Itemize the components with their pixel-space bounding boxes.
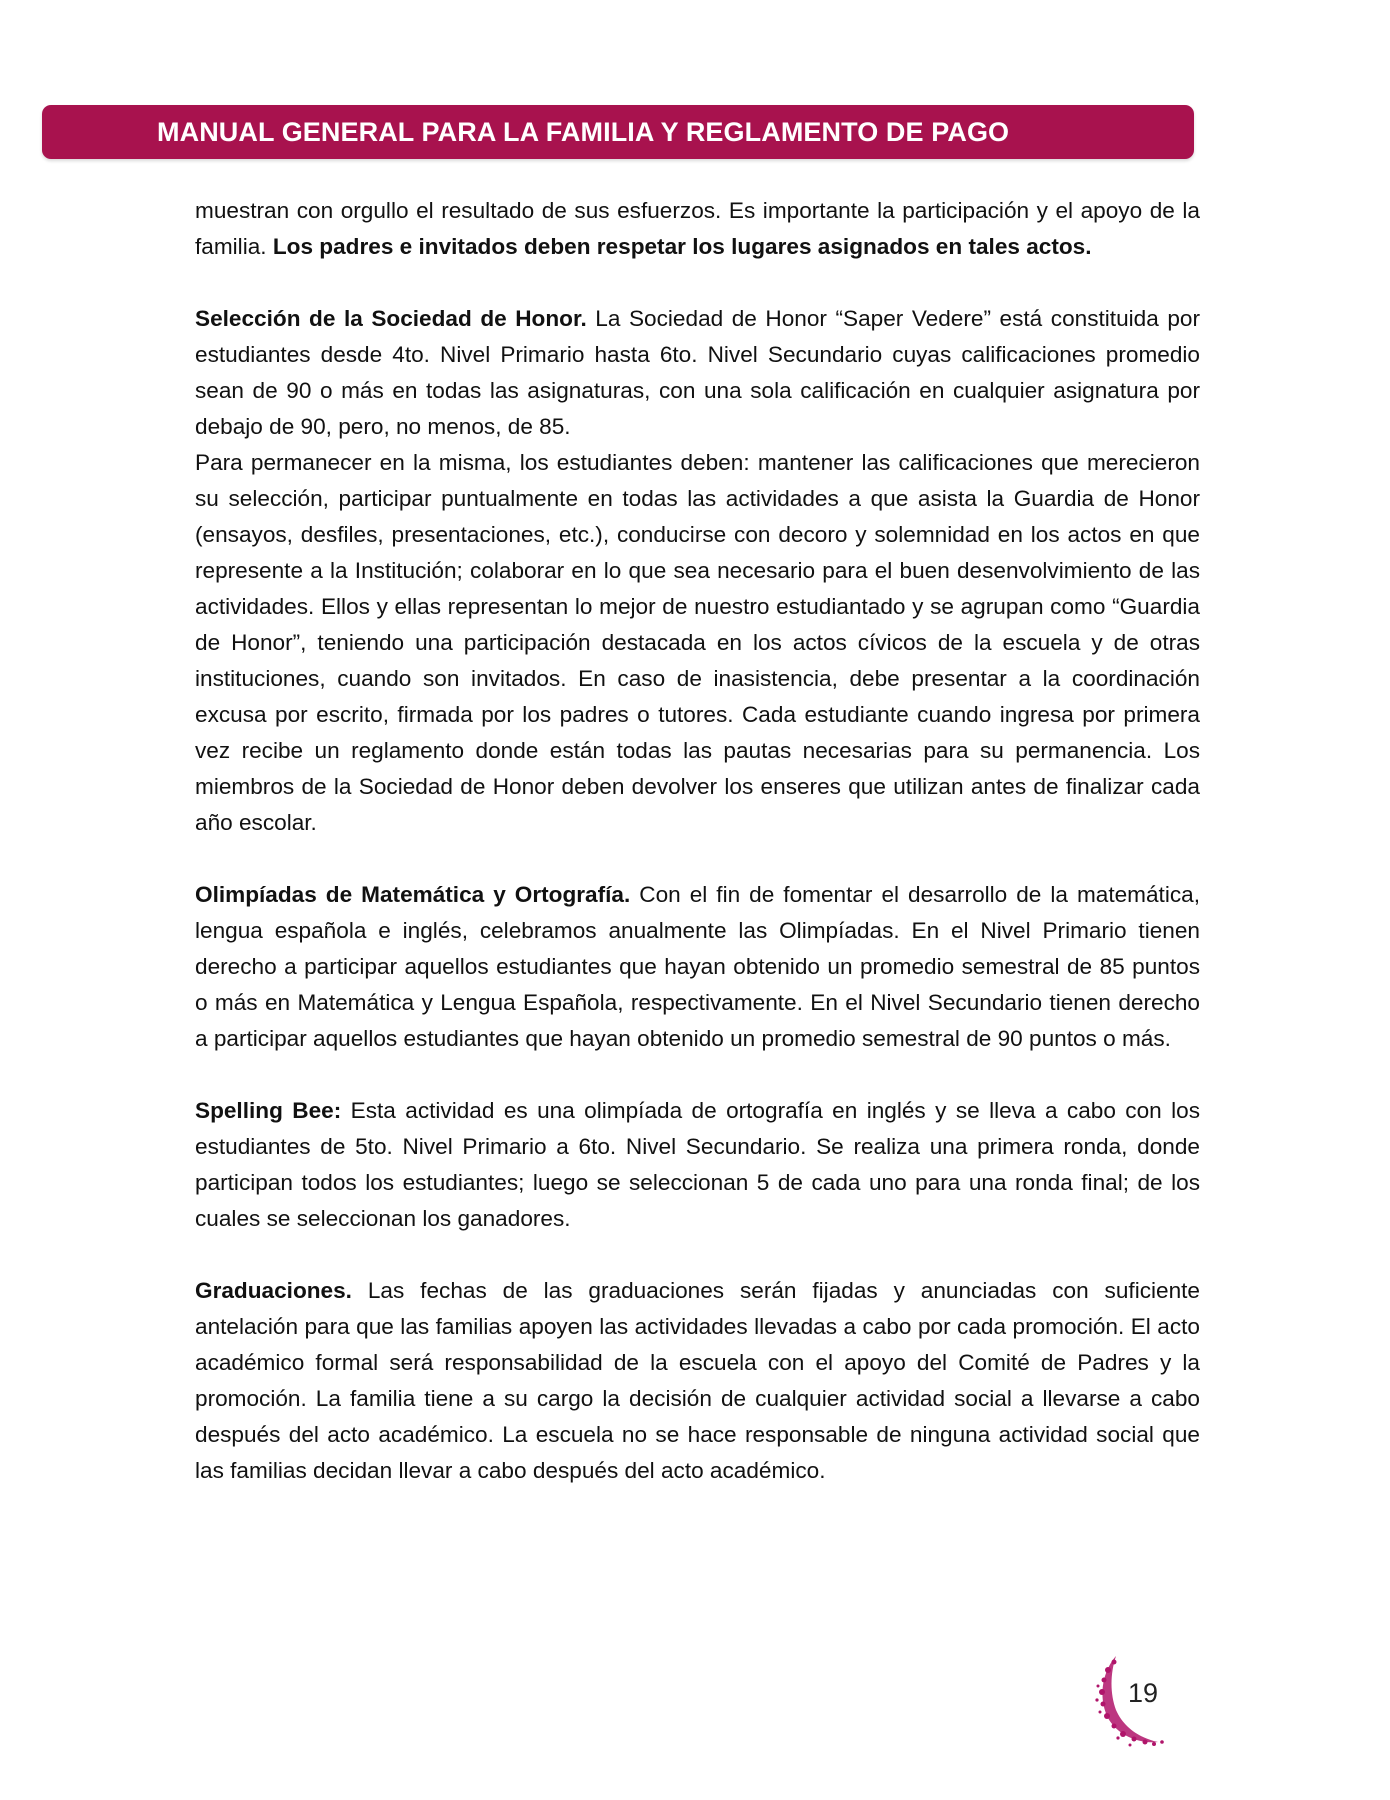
page-number: 19 [1128, 1678, 1159, 1708]
section-heading-olympiads: Olimpíadas de Matemática y Ortografía. [195, 882, 631, 907]
paragraph-olympiads: Olimpíadas de Matemática y Ortografía. Con el fin de fomentar el desarrollo de la matemática, lengua española e inglés, celebramos anualmente las Olimpíadas. En el Nivel Primario tienen derecho a participar aquellos estudiantes que hayan obtenido un promedio semestral de 85 puntos o más en Matemática y Lengua Española, respectivamente. En el Nivel Secundario tienen derecho a participar aquellos estudiantes que hayan obtenido un promedio semestral de 90 puntos o más. [195, 882, 1200, 1051]
paragraph-intro: muestran con orgullo el resultado de sus esfuerzos. Es importante la participación y el apoyo de la familia. Los padres e invitados deben respetar los lugares asignados en tales actos. [195, 198, 1200, 259]
section-heading-honor-society: Selección de la Sociedad de Honor. [195, 306, 587, 331]
page-footer [1088, 1650, 1168, 1750]
paragraph-graduations: Graduaciones. Las fechas de las graduaciones serán fijadas y anunciadas con suficiente antelación para que las familias apoyen las actividades llevadas a cabo por cada promoción. El acto académico formal será responsabilidad de la escuela con el apoyo del Comité de Padres y la promoción. La familia tiene a su cargo la decisión de cualquier actividad social a llevarse a cabo después del acto académico. La escuela no se hace responsable de ninguna actividad social que las familias decidan llevar a cabo después del acto académico. [195, 1278, 1200, 1483]
paragraph-honor-guard: Para permanecer en la misma, los estudiantes deben: mantener las calificaciones que merecieron su selección, participar puntualmente en todas las actividades a que asista la Guardia de Honor (ensayos, desfiles, presentaciones, etc.), conducirse con decoro y solemnidad en los actos en que represente a la Institución; colaborar en lo que sea necesario para el buen desenvolvimiento de las actividades. Ellos y ellas representan lo mejor de nuestro estudiantado y se agrupan como “Guardia de Honor”, teniendo una participación destacada en los actos cívicos de la escuela y de otras instituciones, cuando son invitados. En caso de inasistencia, debe presentar a la coordinación excusa por escrito, firmada por los padres o tutores. Cada estudiante cuando ingresa por primera vez recibe un reglamento donde están todas las pautas necesarias para su permanencia. Los miembros de la Sociedad de Honor deben devolver los enseres que utilizan antes de finalizar cada año escolar. [195, 450, 1200, 835]
paragraph-spelling-bee: Spelling Bee: Esta actividad es una olimpíada de ortografía en inglés y se lleva a cabo con los estudiantes de 5to. Nivel Primario a 6to. Nivel Secundario. Se realiza una primera ronda, donde participan todos los estudiantes; luego se seleccionan 5 de cada uno para una ronda final; de los cuales se seleccionan los ganadores. [195, 1098, 1201, 1231]
header-bar [42, 105, 1194, 159]
section-heading-graduations: Graduaciones. [195, 1278, 352, 1303]
paragraph-honor-society: Selección de la Sociedad de Honor. La Sociedad de Honor “Saper Vedere” está constituida por estudiantes desde 4to. Nivel Primario hasta 6to. Nivel Secundario cuyas calificaciones promedio sean de 90 o más en todas las asignaturas, con una sola calificación en cualquier asignatura por debajo de 90, pero, no menos, de 85. [195, 306, 1200, 439]
document-title: MANUAL GENERAL PARA LA FAMILIA Y REGLAMENTO DE PAGO [157, 117, 1010, 147]
bold-notice: Los padres e invitados deben respetar los lugares asignados en tales actos. [272, 234, 1092, 259]
document-body [195, 193, 1200, 1489]
section-heading-spelling-bee: Spelling Bee: [195, 1098, 342, 1123]
